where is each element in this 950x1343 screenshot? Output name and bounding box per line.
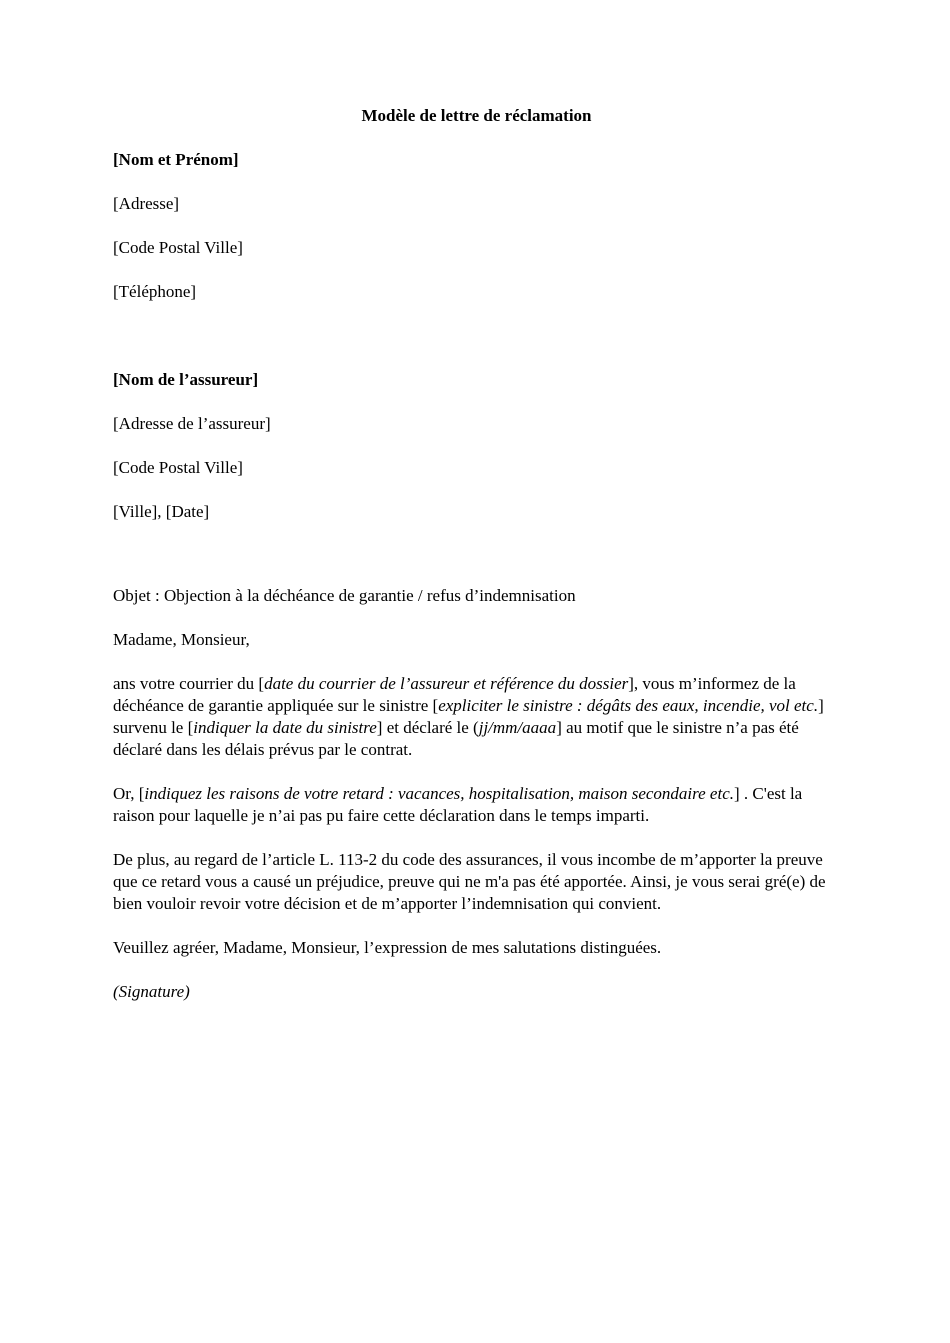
body-paragraph-3: De plus, au regard de l’article L. 113-2 du code des assurances, il vous incombe de m’apporter la preuve que ce retard vous a causé un préjudice, preuve qui ne m'a pas été apportée. Ainsi, je vous serai gré(e) de bien vouloir revoir votre décision et de m’apporter l’indemnisation qui convient. — [113, 850, 826, 913]
subject-line: Objet : Objection à la déchéance de garantie / refus d’indemnisation — [113, 586, 576, 605]
recipient-name: [Nom de l’assureur] — [113, 370, 259, 389]
salutation: Madame, Monsieur, — [113, 630, 250, 649]
recipient-address: [Adresse de l’assureur] — [113, 414, 271, 433]
signature-placeholder: (Signature) — [113, 982, 190, 1001]
sender-postal-city: [Code Postal Ville] — [113, 238, 243, 257]
page-title: Modèle de lettre de réclamation — [361, 106, 592, 125]
sender-block — [113, 149, 840, 303]
sender-address: [Adresse] — [113, 194, 180, 213]
recipient-postal-city: [Code Postal Ville] — [113, 458, 243, 477]
closing-line: Veuillez agréer, Madame, Monsieur, l’expression de mes salutations distinguées. — [113, 938, 662, 957]
body-paragraph-2: Or, [indiquez les raisons de votre retard : vacances, hospitalisation, maison secondaire etc.] . C'est la raison pour laquelle je n’ai pas pu faire cette déclaration dans le temps imparti. — [113, 784, 803, 825]
sender-name: [Nom et Prénom] — [113, 150, 239, 169]
recipient-block — [113, 369, 840, 523]
recipient-city-date: [Ville], [Date] — [113, 502, 210, 521]
body-paragraph-1: ans votre courrier du [date du courrier de l’assureur et référence du dossier], vous m’informez de la déchéance de garantie appliquée sur le sinistre [expliciter le sinistre : dégâts des eaux, incendie, vol etc.] survenu le [indiquer la date du sinistre] et déclaré le (jj/mm/aaaa] au motif que le sinistre n’a pas été déclaré dans les délais prévus par le contrat. — [113, 674, 824, 759]
sender-phone: [Téléphone] — [113, 282, 197, 301]
